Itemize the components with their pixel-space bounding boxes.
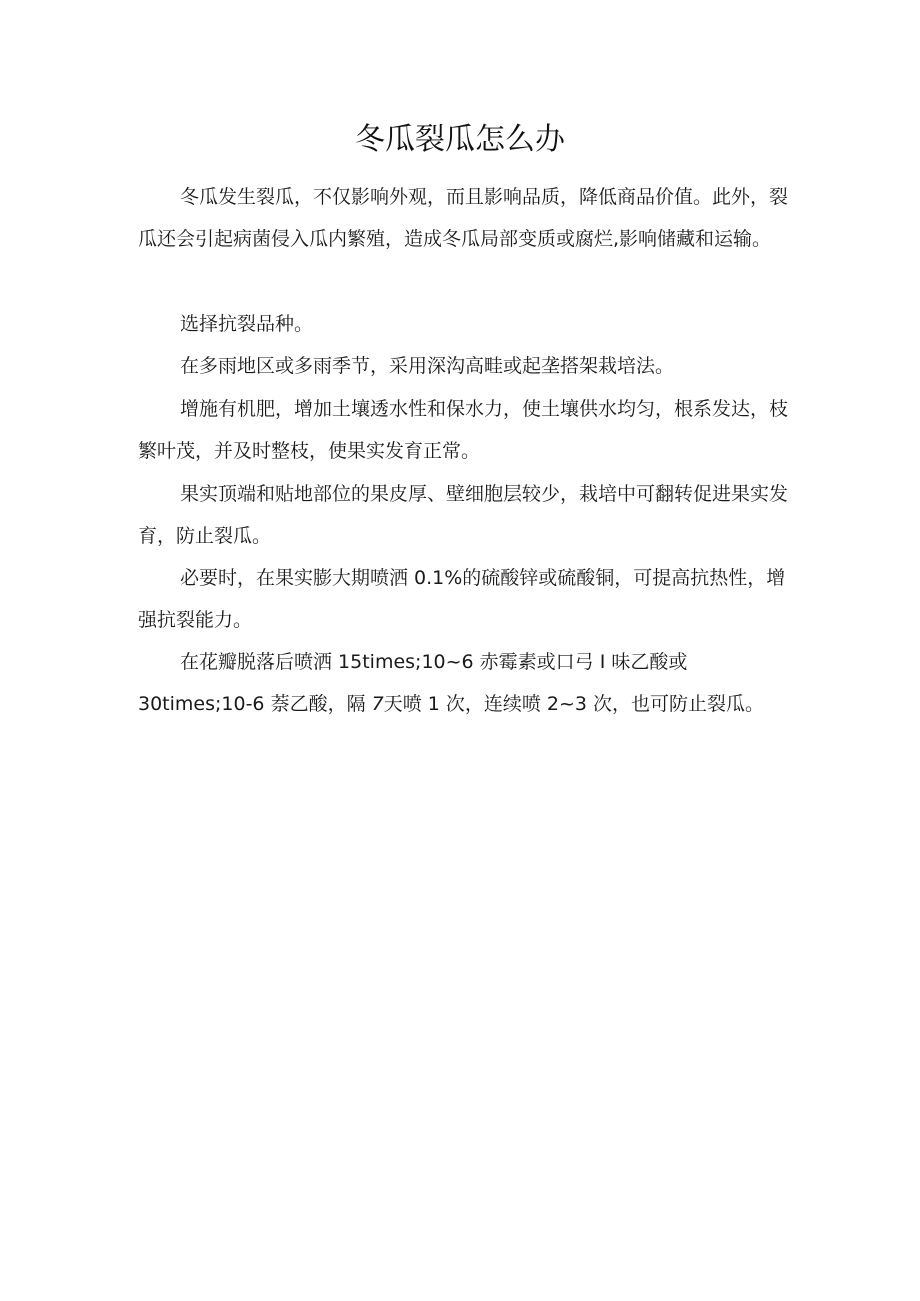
- paragraph-1: 冬瓜发生裂瓜，不仅影响外观，而且影响品质，降低商品价值。此外，裂瓜还会引起病菌侵入瓜内繁殖，造成冬瓜局部变质或腐烂,影响储藏和运输。: [138, 186, 789, 250]
- paragraph-7-line-1: 在花瓣脱落后喷洒 15times;10~6 赤霉素或口弓 I 味乙酸或: [180, 651, 688, 673]
- paragraph-7-line-2: [138, 683, 798, 725]
- document-title: 冬瓜裂瓜怎么办: [355, 122, 565, 157]
- paragraph-6: 必要时，在果实膨大期喷洒 0.1%的硫酸锌或硫酸铜，可提高抗热性，增强抗裂能力。: [138, 567, 786, 631]
- paragraph-2: 选择抗裂品种。: [180, 313, 314, 335]
- paragraph-7-line-2-part-c: 天喷 1 次，连续喷 2~3 次，也可防止裂瓜。: [383, 693, 765, 715]
- paragraph-7-line-2-part-a: 30times;10-6 萘乙酸，隔: [138, 693, 372, 715]
- paragraph-5: 果实顶端和贴地部位的果皮厚、壁细胞层较少，栽培中可翻转促进果实发育，防止裂瓜。: [138, 483, 789, 547]
- paragraph-7: [138, 641, 798, 725]
- paragraph-3: 在多雨地区或多雨季节，采用深沟高畦或起垄搭架栽培法。: [180, 355, 675, 377]
- paragraph-7-line-2-number: 7: [371, 693, 384, 715]
- paragraph-4: 增施有机肥，增加土壤透水性和保水力，使土壤供水均匀，根系发达，枝繁叶茂，并及时整枝，使果实发育正常。: [138, 398, 789, 462]
